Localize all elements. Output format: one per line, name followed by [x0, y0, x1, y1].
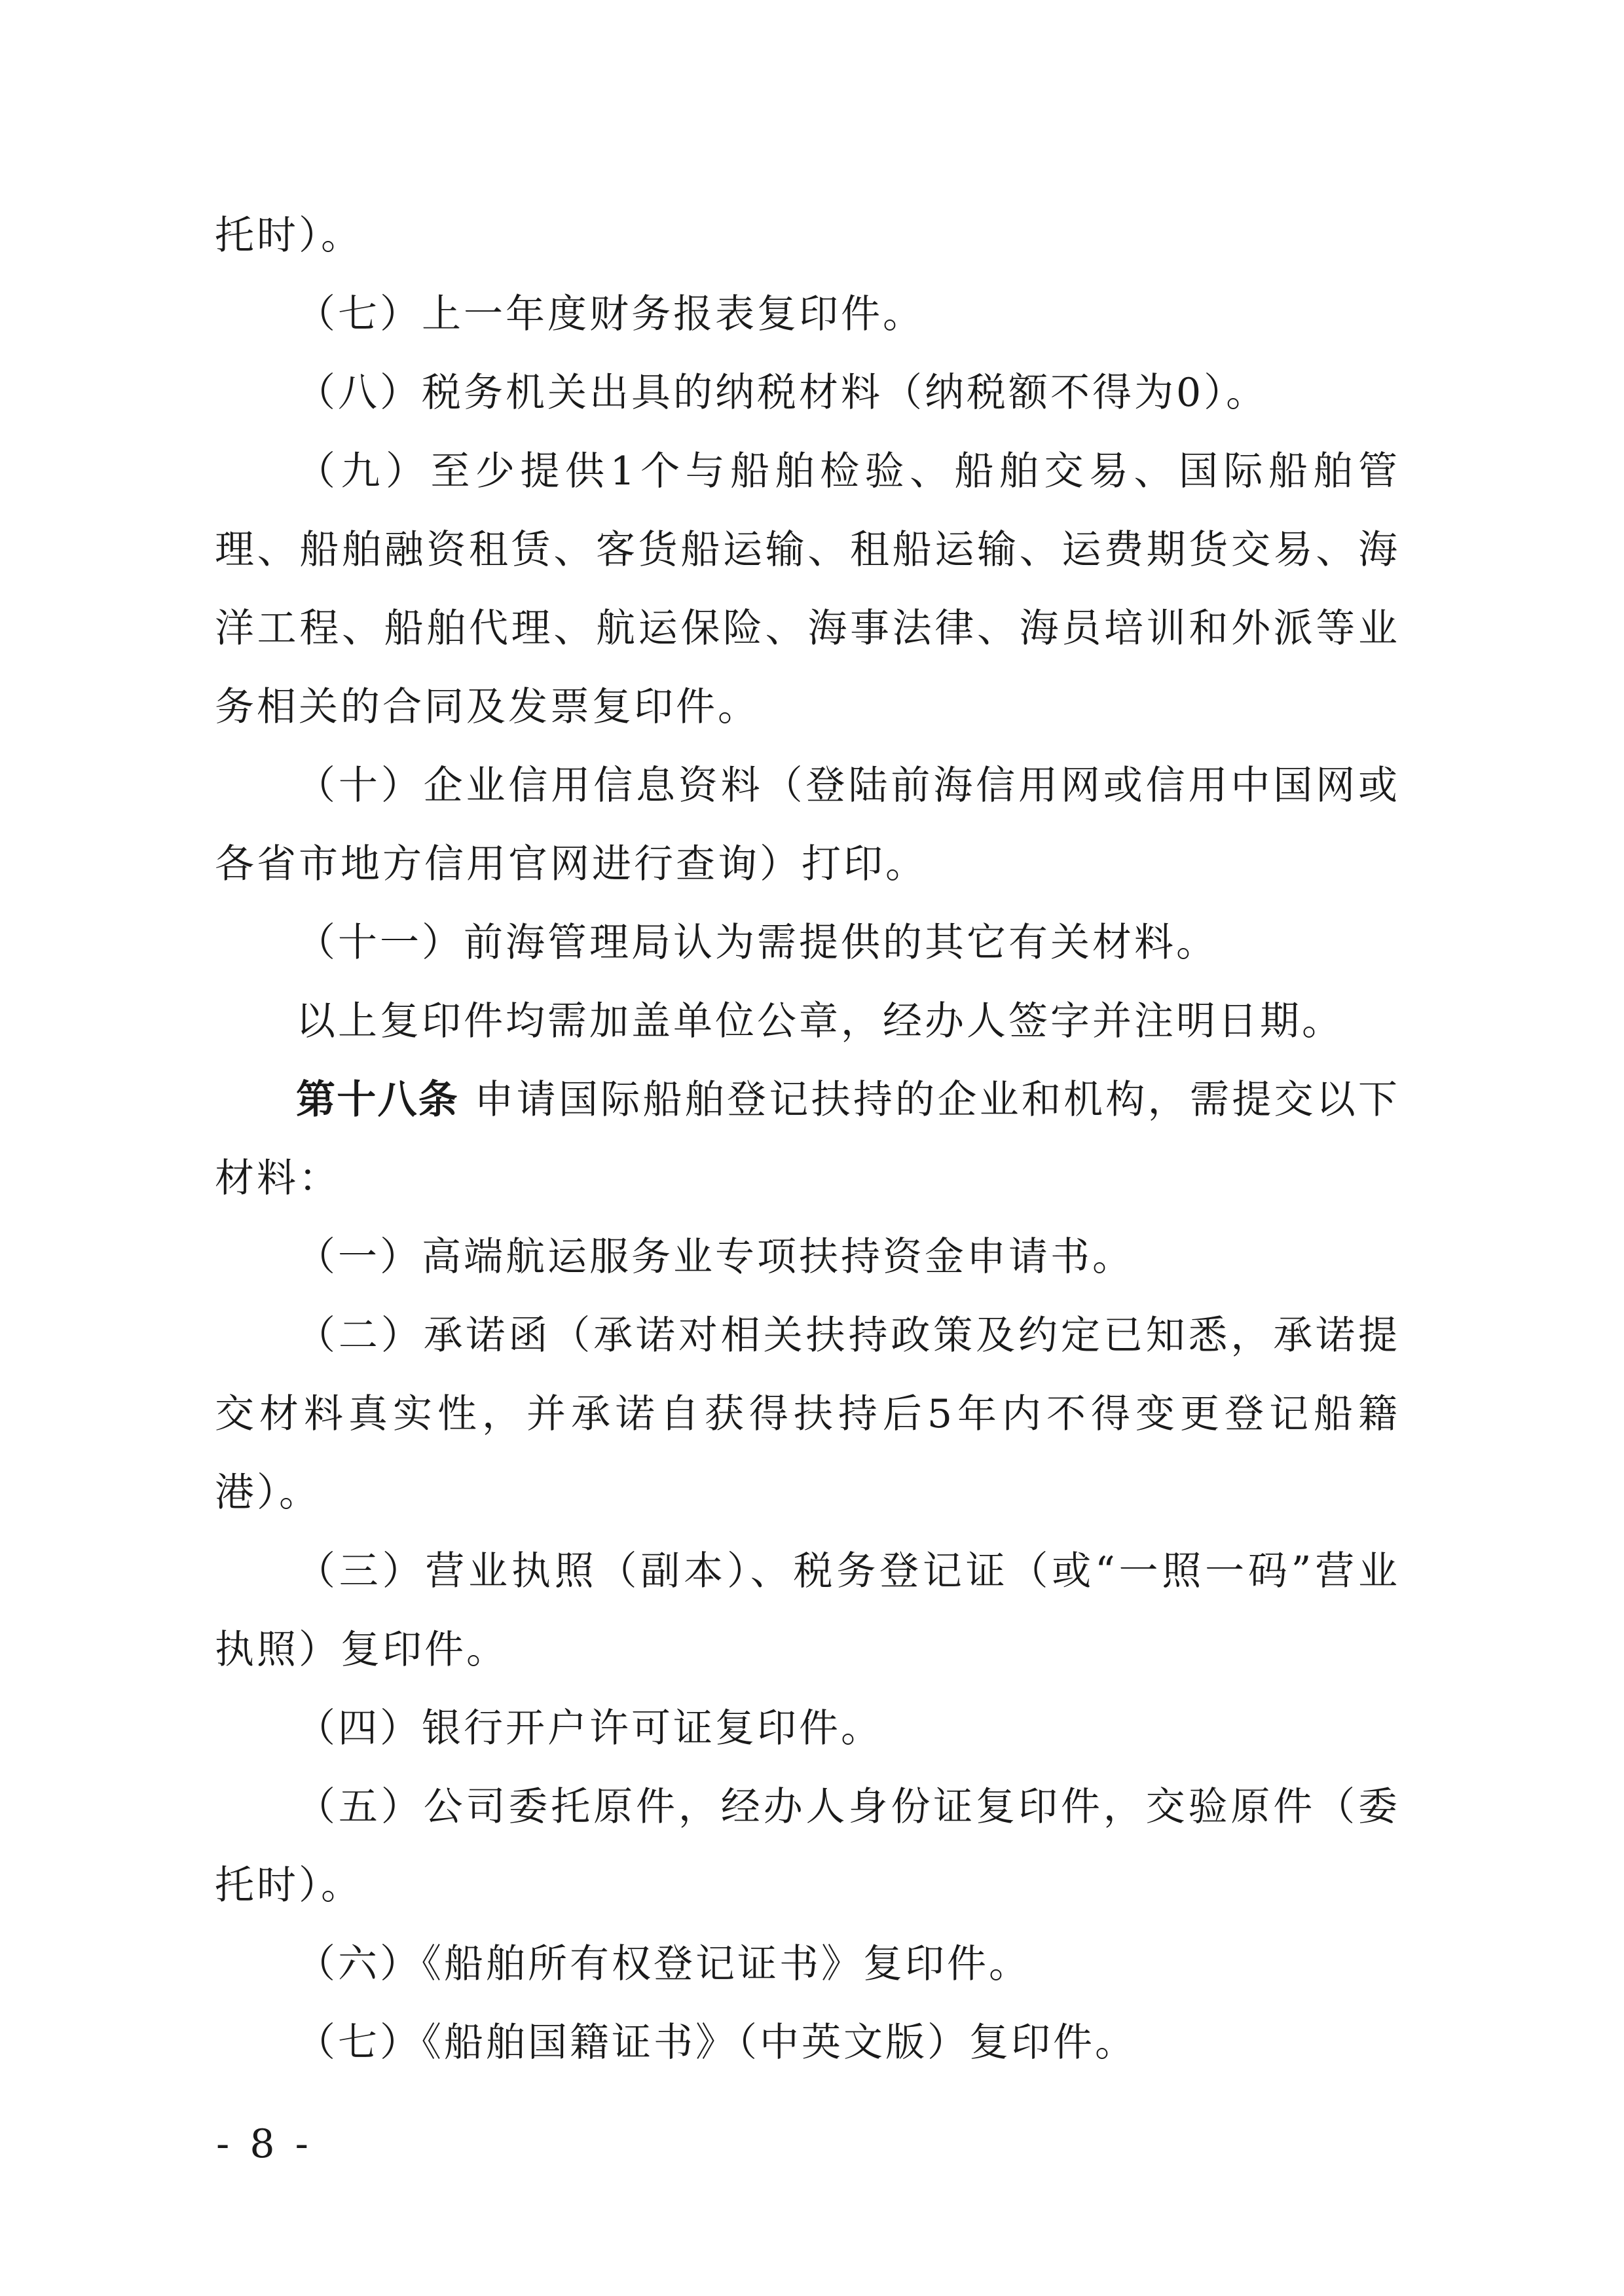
article-18-gap	[459, 1077, 474, 1123]
list-item: （一）高端航运服务业专项扶持资金申请书。	[296, 1234, 1134, 1280]
paragraph-continuation: 托时）。	[215, 213, 363, 259]
article-18-text: 申请国际船舶登记扶持的企业和机构，需提交以下材料：	[215, 1077, 1401, 1201]
article-18-paragraph	[215, 1061, 1400, 1218]
paragraph-seal-note: 以上复印件均需加盖单位公章，经办人签字并注明日期。	[296, 998, 1344, 1044]
list-item: （六）《船舶所有权登记证书》复印件。	[296, 1941, 1031, 1987]
paragraph-item-9-contracts: （九）至少提供1个与船舶检验、船舶交易、国际船舶管理、船舶融资租赁、客货船运输、租船运输、运费期货交易、海洋工程、船舶代理、航运保险、海事法律、海员培训和外派等业务相关的合同及发票复印件。	[215, 448, 1400, 730]
article-18-heading: 第十八条	[296, 1077, 460, 1123]
list-item: （三）营业执照（副本）、税务登记证（或“一照一码”营业执照）复印件。	[215, 1548, 1400, 1673]
list-item: （五）公司委托原件，经办人身份证复印件，交验原件（委托时）。	[215, 1784, 1400, 1908]
paragraph-item-7-financial-report: （七）上一年度财务报表复印件。	[296, 291, 925, 337]
paragraph-item-8-tax-materials: （八）税务机关出具的纳税材料（纳税额不得为0）。	[296, 370, 1268, 416]
paragraph-item-10-credit-info: （十）企业信用信息资料（登陆前海信用网或信用中国网或各省市地方信用官网进行查询）打印。	[215, 763, 1400, 887]
list-item: （二）承诺函（承诺对相关扶持政策及约定已知悉，承诺提交材料真实性，并承诺自获得扶持后5年内不得变更登记船籍港）。	[215, 1313, 1400, 1516]
page-body	[215, 196, 1400, 2082]
paragraph-item-11-other-materials: （十一）前海管理局认为需提供的其它有关材料。	[296, 920, 1218, 966]
list-item: （四）银行开户许可证复印件。	[296, 1705, 883, 1751]
list-item: （七）《船舶国籍证书》（中英文版）复印件。	[296, 2020, 1137, 2066]
page-number: - 8 -	[216, 2121, 312, 2167]
